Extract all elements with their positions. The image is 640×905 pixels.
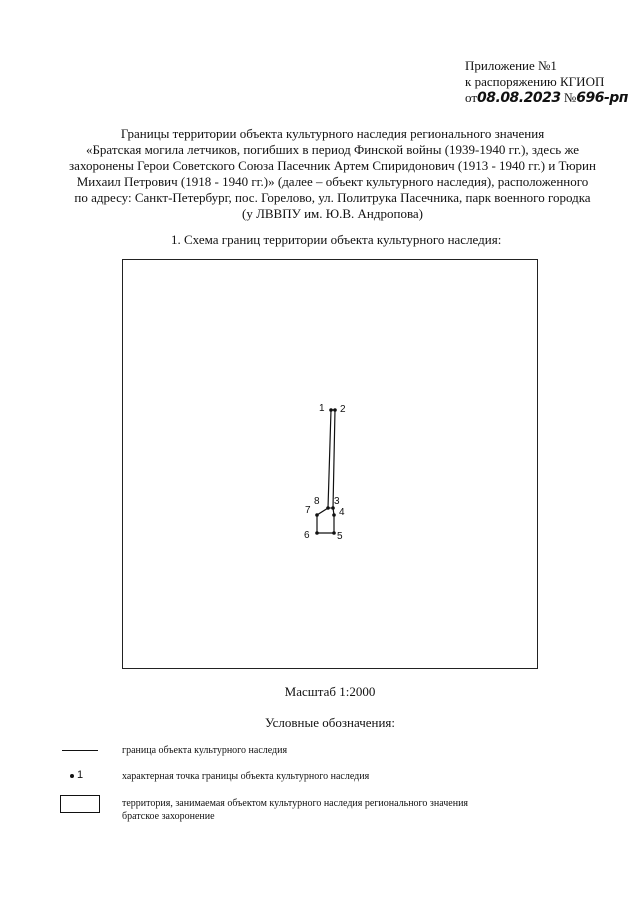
area-rectangle-swatch [60, 795, 100, 813]
point-dot-icon [70, 774, 74, 778]
boundary-point [333, 408, 337, 412]
point-label: 4 [339, 507, 345, 518]
title-line: «Братская могила летчиков, погибших в период Финской войны (1939-1940 гг.), здесь же [85, 142, 580, 157]
boundary-point [315, 513, 319, 517]
point-label: 1 [319, 403, 325, 414]
date-prefix: от [465, 90, 478, 105]
point-label: 8 [314, 496, 320, 507]
point-label: 6 [304, 530, 310, 541]
point-label: 7 [305, 505, 311, 516]
legend-text-line: братское захоронение [122, 811, 215, 822]
boundary-line-swatch [62, 750, 98, 751]
boundary-point [315, 531, 319, 535]
title-line: по адресу: Санкт-Петербург, пос. Горелово, ул. Политрука Пасечника, парк военного городка [74, 190, 591, 205]
point-label: 3 [334, 496, 340, 507]
title-line: захоронены Герои Советского Союза Пасечник Артем Спиридонович (1913 - 1940 гг.) и Тюрин [69, 158, 596, 173]
legend-text [122, 797, 468, 823]
date-value: 08.08.2023 [477, 90, 561, 106]
scheme-frame [122, 259, 538, 669]
scale-label: Масштаб 1:2000 [284, 684, 376, 699]
boundary-point [332, 531, 336, 535]
legend-text: граница объекта культурного наследия [122, 745, 288, 756]
legend-text: характерная точка границы объекта культурного наследия [122, 771, 370, 782]
section-heading: 1. Схема границ территории объекта культурного наследия: [171, 232, 502, 247]
point-symbol-label: 1 [77, 769, 84, 781]
appendix-header [465, 58, 628, 106]
appendix-date-number [465, 90, 628, 106]
legend-text-line: территория, занимаемая объектом культурного наследия регионального значения [122, 798, 469, 809]
title-line: Михаил Петрович (1918 - 1940 гг.)» (далее – объект культурного наследия), расположенного [76, 174, 589, 189]
number-prefix: № [563, 90, 577, 105]
appendix-order-ref: к распоряжению КГИОП [465, 74, 605, 89]
appendix-title: Приложение №1 [465, 58, 557, 73]
number-value: 696-рп [576, 90, 628, 106]
title-line: Границы территории объекта культурного наследия регионального значения [120, 126, 545, 141]
point-label: 5 [337, 531, 343, 542]
legend-title: Условные обозначения: [264, 715, 396, 730]
boundary-point [329, 408, 333, 412]
title-line: (у ЛВВПУ им. Ю.В. Андропова) [241, 206, 424, 221]
point-label: 2 [340, 404, 346, 415]
boundary-scheme [123, 260, 539, 670]
boundary-point [332, 513, 336, 517]
boundary-point [326, 506, 330, 510]
document-title [60, 126, 605, 222]
